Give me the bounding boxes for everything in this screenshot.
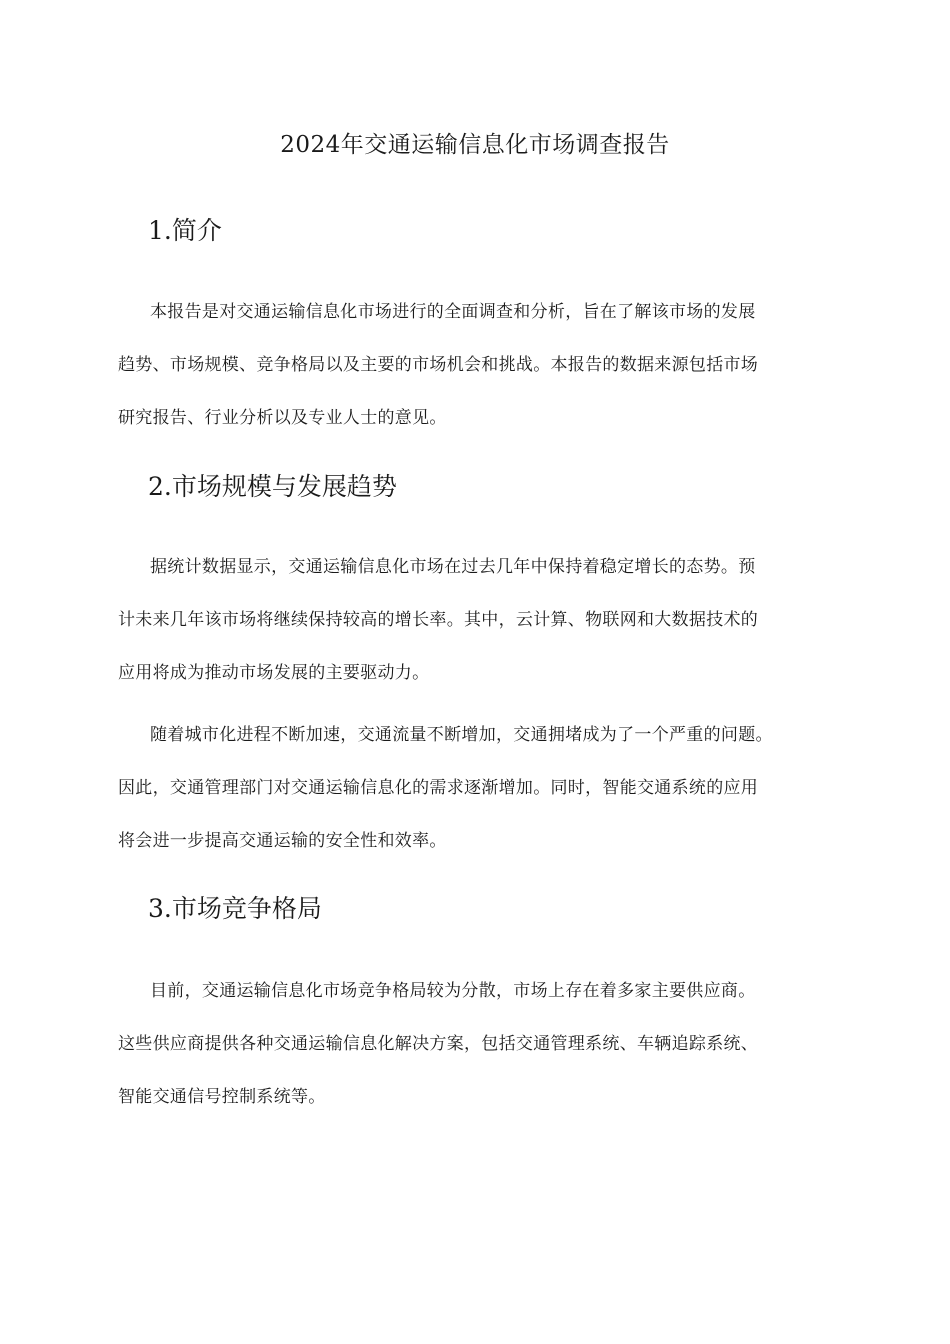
paragraph-line: 本报告是对交通运输信息化市场进行的全面调查和分析，旨在了解该市场的发展 [150, 302, 756, 322]
document-title: 2024年交通运输信息化市场调查报告 [280, 132, 670, 158]
paragraph-line: 据统计数据显示，交通运输信息化市场在过去几年中保持着稳定增长的态势。预 [150, 557, 756, 577]
paragraph-line: 将会进一步提高交通运输的安全性和效率。 [118, 831, 447, 851]
section-heading-competition: 3.市场竞争格局 [148, 894, 322, 923]
paragraph-line: 这些供应商提供各种交通运输信息化解决方案，包括交通管理系统、车辆追踪系统、 [118, 1034, 759, 1054]
section-heading-market-size: 2.市场规模与发展趋势 [148, 472, 397, 501]
paragraph [118, 302, 840, 428]
paragraph [118, 557, 840, 683]
paragraph-line: 计未来几年该市场将继续保持较高的增长率。其中，云计算、物联网和大数据技术的 [118, 610, 759, 630]
paragraph-line: 随着城市化进程不断加速，交通流量不断增加，交通拥堵成为了一个严重的问题。 [150, 725, 773, 745]
paragraph-line: 趋势、市场规模、竞争格局以及主要的市场机会和挑战。本报告的数据来源包括市场 [118, 355, 759, 375]
section-heading-introduction: 1.简介 [148, 216, 222, 245]
paragraph-line: 研究报告、行业分析以及专业人士的意见。 [118, 408, 447, 428]
paragraph [118, 725, 840, 851]
paragraph-line: 智能交通信号控制系统等。 [118, 1087, 326, 1107]
paragraph-line: 目前，交通运输信息化市场竞争格局较为分散，市场上存在着多家主要供应商。 [150, 981, 756, 1001]
paragraph-line: 应用将成为推动市场发展的主要驱动力。 [118, 663, 430, 683]
paragraph [118, 981, 840, 1107]
paragraph-line: 因此，交通管理部门对交通运输信息化的需求逐渐增加。同时，智能交通系统的应用 [118, 778, 759, 798]
